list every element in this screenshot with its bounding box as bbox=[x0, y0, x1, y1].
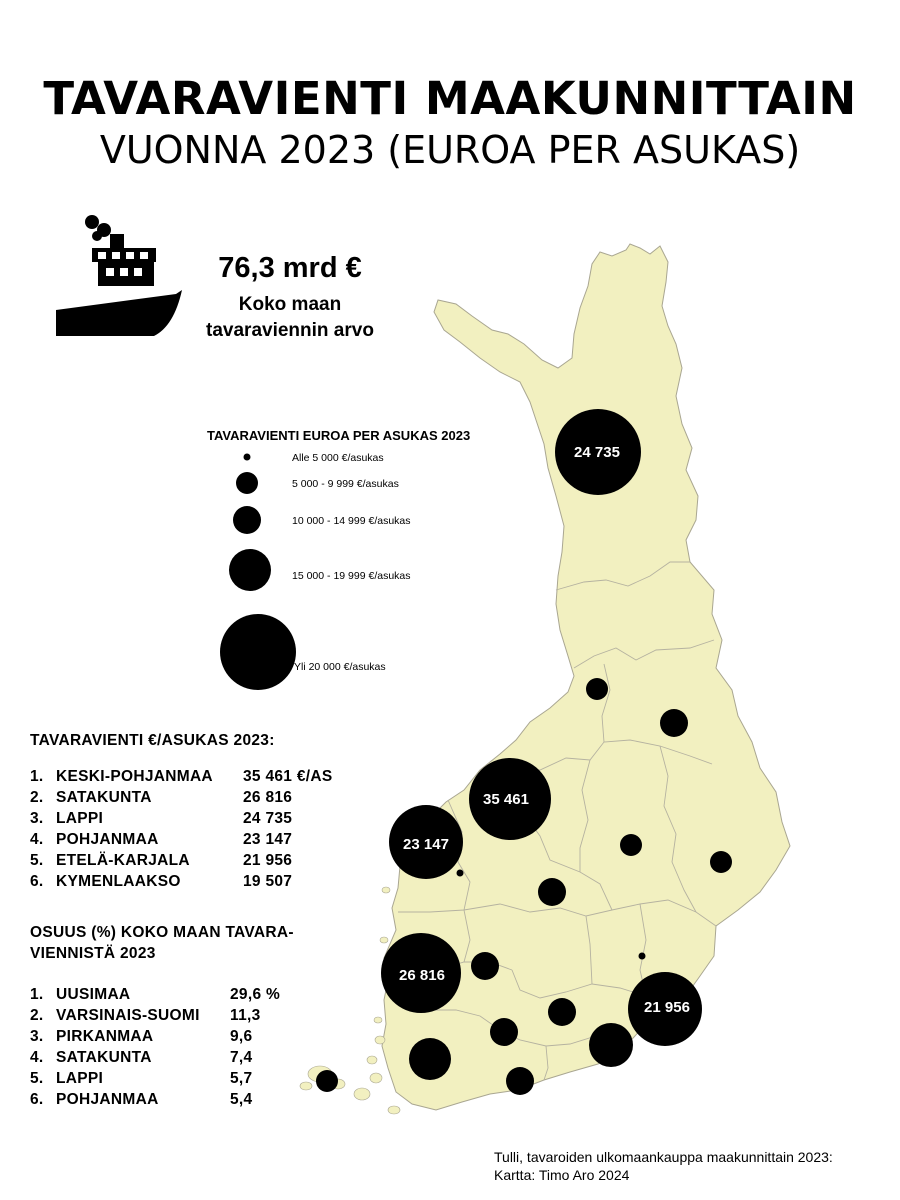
bubble-kainuu bbox=[660, 709, 688, 737]
label-keski-pohjanmaa: 35 461 bbox=[483, 791, 529, 808]
rank-number: 6. bbox=[30, 1091, 44, 1108]
region-value: 7,4 bbox=[230, 1049, 253, 1066]
region-value: 29,6 % bbox=[230, 986, 281, 1003]
region-value: 23 147 bbox=[243, 831, 293, 848]
region-name: POHJANMAA bbox=[56, 831, 159, 848]
per-capita-list bbox=[30, 768, 390, 894]
list-item bbox=[30, 768, 390, 789]
legend-bubble-size-4 bbox=[229, 549, 271, 591]
map-subtitle: VUONNA 2023 (EUROA PER ASUKAS) bbox=[99, 128, 801, 172]
label-lappi: 24 735 bbox=[574, 444, 620, 461]
rank-number: 3. bbox=[30, 810, 44, 827]
list-item bbox=[30, 810, 390, 831]
total-export-value: 76,3 mrd € bbox=[218, 252, 362, 284]
region-name: POHJANMAA bbox=[56, 1091, 159, 1108]
region-name: VARSINAIS-SUOMI bbox=[56, 1007, 200, 1024]
region-name: ETELÄ-KARJALA bbox=[56, 852, 190, 869]
share-list bbox=[30, 986, 330, 1112]
bubble-kanta-hame bbox=[490, 1018, 518, 1046]
total-label-line2: tavaraviennin arvo bbox=[206, 320, 374, 341]
region-value: 26 816 bbox=[243, 789, 293, 806]
bubble-pirkanmaa bbox=[471, 952, 499, 980]
legend-label-5: Yli 20 000 €/asukas bbox=[294, 661, 386, 673]
list-item bbox=[30, 1070, 330, 1091]
rank-number: 4. bbox=[30, 831, 44, 848]
legend-bubble-size-2 bbox=[236, 472, 258, 494]
bubble-etela-pohjanmaa-dot bbox=[457, 870, 464, 877]
bubble-kainuu-north bbox=[586, 678, 608, 700]
bubble-paijat-hame bbox=[548, 998, 576, 1026]
rank-number: 5. bbox=[30, 1070, 44, 1087]
region-value: 5,7 bbox=[230, 1070, 253, 1087]
ship-icon bbox=[48, 210, 188, 340]
source-line1: Tulli, tavaroiden ulkomaankauppa maakunnittain 2023: bbox=[494, 1149, 833, 1165]
region-name: UUSIMAA bbox=[56, 986, 131, 1003]
list-item bbox=[30, 852, 390, 873]
label-etela-karjala: 21 956 bbox=[644, 999, 690, 1016]
per-capita-heading: TAVARAVIENTI €/ASUKAS 2023: bbox=[30, 732, 275, 749]
region-name: PIRKANMAA bbox=[56, 1028, 154, 1045]
list-item bbox=[30, 831, 390, 852]
region-name: LAPPI bbox=[56, 1070, 104, 1087]
legend-label-2: 5 000 - 9 999 €/asukas bbox=[292, 478, 399, 490]
label-pohjanmaa: 23 147 bbox=[403, 836, 449, 853]
source-note bbox=[494, 1148, 833, 1184]
rank-number: 2. bbox=[30, 789, 44, 806]
region-value: 19 507 bbox=[243, 873, 293, 890]
label-satakunta: 26 816 bbox=[399, 967, 445, 984]
list-item bbox=[30, 1028, 330, 1049]
bubble-keski-suomi bbox=[538, 878, 566, 906]
bubble-uusimaa bbox=[506, 1067, 534, 1095]
legend-bubble-size-1 bbox=[244, 454, 251, 461]
legend-label-4: 15 000 - 19 999 €/asukas bbox=[292, 570, 411, 582]
total-label-line1: Koko maan bbox=[238, 294, 342, 315]
bubble-pohjois-karjala bbox=[710, 851, 732, 873]
region-value: 9,6 bbox=[230, 1028, 253, 1045]
region-value: 11,3 bbox=[230, 1007, 261, 1024]
share-heading-line2: VIENNISTÄ 2023 bbox=[30, 945, 156, 962]
legend-bubbles bbox=[220, 454, 296, 691]
region-value: 21 956 bbox=[243, 852, 293, 869]
bubble-pohjois-savo bbox=[620, 834, 642, 856]
list-item bbox=[30, 1007, 330, 1028]
legend-title: TAVARAVIENTI EUROA PER ASUKAS 2023 bbox=[207, 428, 471, 443]
rank-number: 2. bbox=[30, 1007, 44, 1024]
bubble-kymenlaakso bbox=[589, 1023, 633, 1067]
rank-number: 4. bbox=[30, 1049, 44, 1066]
source-line2: Kartta: Timo Aro 2024 bbox=[494, 1167, 630, 1183]
region-name: KYMENLAAKSO bbox=[56, 873, 181, 890]
region-name: SATAKUNTA bbox=[56, 789, 152, 806]
region-value: 35 461 €/AS bbox=[243, 768, 333, 785]
region-name: LAPPI bbox=[56, 810, 104, 827]
rank-number: 5. bbox=[30, 852, 44, 869]
list-item bbox=[30, 873, 390, 894]
rank-number: 6. bbox=[30, 873, 44, 890]
list-item bbox=[30, 789, 390, 810]
region-name: SATAKUNTA bbox=[56, 1049, 152, 1066]
legend-bubble-size-5 bbox=[220, 614, 296, 690]
legend-bubble-size-3 bbox=[233, 506, 261, 534]
list-item bbox=[30, 1091, 330, 1112]
region-value: 5,4 bbox=[230, 1091, 253, 1108]
legend-label-1: Alle 5 000 €/asukas bbox=[292, 452, 384, 464]
bubble-varsinais-suomi bbox=[409, 1038, 451, 1080]
rank-number: 1. bbox=[30, 986, 44, 1003]
share-heading-line1: OSUUS (%) KOKO MAAN TAVARA- bbox=[30, 924, 294, 941]
list-item bbox=[30, 986, 330, 1007]
map-title: TAVARAVIENTI MAAKUNNITTAIN bbox=[43, 72, 857, 125]
legend-label-3: 10 000 - 14 999 €/asukas bbox=[292, 515, 411, 527]
region-name: KESKI-POHJANMAA bbox=[56, 768, 213, 785]
total-export-label bbox=[200, 292, 380, 344]
rank-number: 3. bbox=[30, 1028, 44, 1045]
bubble-etela-savo-dot bbox=[639, 953, 646, 960]
region-value: 24 735 bbox=[243, 810, 293, 827]
rank-number: 1. bbox=[30, 768, 44, 785]
list-item bbox=[30, 1049, 330, 1070]
